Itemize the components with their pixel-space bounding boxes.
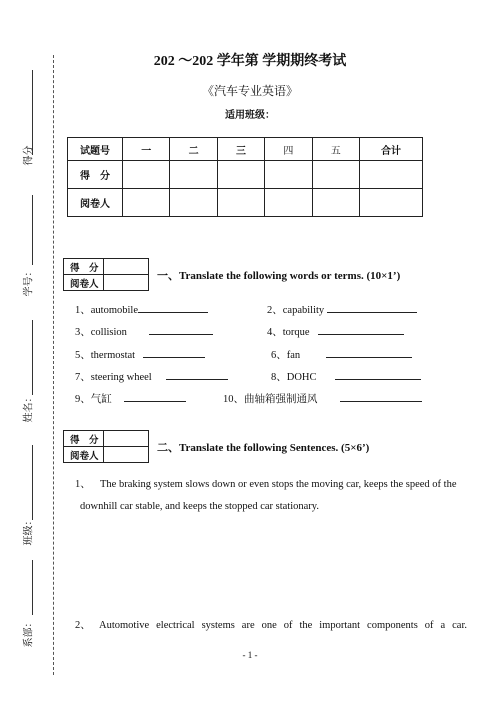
table-cell[interactable]: [312, 189, 359, 217]
table-header-cell: 合计: [360, 138, 423, 161]
question-2-text: Automotive electrical systems are one of the important components of a car.: [99, 620, 467, 631]
answer-blank[interactable]: [124, 391, 186, 402]
item-text: 8、DOHC: [271, 372, 317, 383]
table-cell[interactable]: [123, 161, 170, 189]
table-cell[interactable]: [265, 189, 312, 217]
table-row-label: 得 分: [68, 161, 123, 189]
item-text: 9、气缸: [75, 394, 112, 405]
class-label: 适用班级：: [225, 110, 275, 121]
exam-title: 202 ～202 学年第 学期期终考试: [153, 54, 347, 69]
table-cell[interactable]: [217, 161, 264, 189]
answer-blank[interactable]: [326, 347, 412, 358]
table-cell[interactable]: [312, 161, 359, 189]
item-text: 2、capability: [267, 305, 325, 316]
answer-blank[interactable]: [340, 391, 422, 402]
answer-blank[interactable]: [166, 369, 228, 380]
table-row-label: 阅卷人: [68, 189, 123, 217]
side-department-label: 系部：: [23, 617, 35, 648]
table-cell[interactable]: [170, 161, 217, 189]
table-cell[interactable]: [265, 161, 312, 189]
mini-grader-label: 阅卷人: [64, 447, 104, 463]
table-cell[interactable]: [217, 189, 264, 217]
vocab-item-2: [267, 302, 417, 317]
answer-blank[interactable]: [143, 347, 205, 358]
item-text: 5、thermostat: [75, 350, 136, 361]
mini-grader-label: 阅卷人: [64, 275, 104, 291]
table-header-cell: 一: [123, 138, 170, 161]
vocab-item-6: [271, 347, 412, 362]
table-cell[interactable]: [123, 189, 170, 217]
vocab-item-10: [223, 391, 422, 406]
vocab-item-4: [267, 324, 404, 339]
vocab-item-1: [75, 302, 208, 317]
table-header-cell: 四: [265, 138, 312, 161]
side-score-label: 得分: [23, 145, 35, 166]
section1-heading: 一、Translate the following words or terms. (10×1’): [157, 270, 401, 282]
score-table: [67, 137, 423, 217]
side-student-id-label: 学号：: [23, 266, 35, 297]
answer-blank[interactable]: [149, 324, 213, 335]
side-name-label: 姓名：: [23, 392, 35, 423]
table-cell[interactable]: [360, 189, 423, 217]
item-text: 6、fan: [271, 350, 301, 361]
vocab-item-3: [75, 324, 213, 339]
mini-grader-cell[interactable]: [104, 275, 149, 291]
question-2-number: 2、: [75, 620, 91, 631]
question-1-text: The braking system slows down or even stops the moving car, keeps the speed of the downhill car stable, and keeps the stopped car stationary.: [80, 479, 457, 512]
answer-blank[interactable]: [335, 369, 421, 380]
section2-heading: 二、Translate the following Sentences. (5×6’): [157, 442, 370, 454]
table-cell[interactable]: [360, 161, 423, 189]
table-header-cell: 三: [217, 138, 264, 161]
table-header-cell: 五: [312, 138, 359, 161]
answer-blank[interactable]: [327, 302, 417, 313]
side-class-label: 班级：: [23, 515, 35, 546]
mini-score-label: 得 分: [64, 431, 104, 447]
mini-score-label: 得 分: [64, 259, 104, 275]
mini-score-cell[interactable]: [104, 259, 149, 275]
vocab-item-7: [75, 369, 228, 384]
mini-score-cell[interactable]: [104, 431, 149, 447]
item-text: 3、collision: [75, 327, 127, 338]
mini-grader-cell[interactable]: [104, 447, 149, 463]
section2-score-box: [63, 430, 149, 463]
page-number: - 1 -: [242, 650, 258, 660]
vocab-item-8: [271, 369, 421, 384]
table-header-cell: 试题号: [68, 138, 123, 161]
course-title: 《汽车专业英语》: [201, 84, 298, 98]
vocab-item-5: [75, 347, 205, 362]
answer-blank[interactable]: [318, 324, 404, 335]
section1-score-box: [63, 258, 149, 291]
binding-dashed-line: [53, 55, 54, 675]
table-cell[interactable]: [170, 189, 217, 217]
vocab-item-9: [75, 391, 186, 406]
table-header-cell: 二: [170, 138, 217, 161]
question-1-number: 1、: [75, 479, 91, 490]
item-text: 10、曲轴箱强制通风: [223, 394, 318, 405]
item-text: 1、automobile: [75, 305, 138, 316]
answer-blank[interactable]: [138, 302, 208, 313]
item-text: 7、steering wheel: [75, 372, 152, 383]
item-text: 4、torque: [267, 327, 310, 338]
